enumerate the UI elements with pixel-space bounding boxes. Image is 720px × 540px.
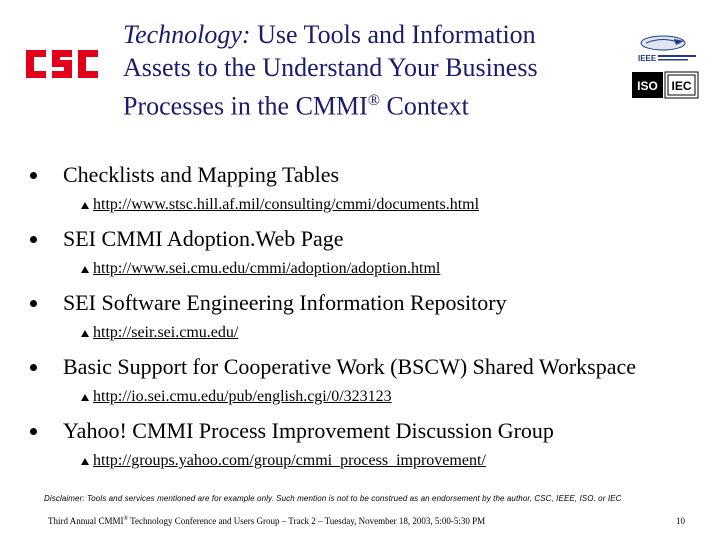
resource-link[interactable]: http://io.sei.cmu.edu/pub/english.cgi/0/323123 (93, 388, 392, 405)
resource-link[interactable]: http://www.stsc.hill.af.mil/consulting/cmmi/documents.html (93, 196, 480, 213)
sub-bullet-icon (81, 394, 89, 401)
ieee-logo (630, 34, 700, 102)
sub-bullet-icon (81, 266, 89, 273)
title-line-1 (123, 18, 603, 51)
bullet-icon (30, 172, 37, 179)
sub-bullet-icon (81, 330, 89, 337)
page-number: 10 (676, 516, 685, 526)
footer (48, 516, 485, 526)
resource-link[interactable]: http://seir.sei.cmu.edu/ (93, 324, 239, 341)
footer-registered-mark: ® (123, 516, 129, 522)
sub-bullet-icon (81, 458, 89, 465)
csc-logo (24, 44, 100, 84)
csc-logo-text: CSC (62, 68, 64, 69)
bullet-icon (30, 300, 37, 307)
footer-pre: Third Annual CMMI (48, 516, 124, 526)
resource-link[interactable]: http://groups.yahoo.com/group/cmmi_process_improvement/ (93, 452, 486, 469)
sub-bullet-icon (81, 202, 89, 209)
footer-post: Technology Conference and Users Group – Track 2 – Tuesday, November 18, 2003, 5:00-5:30 PM (128, 516, 486, 526)
item-label: Yahoo! CMMI Process Improvement Discussion Group (63, 418, 554, 443)
partner-logos (630, 34, 700, 102)
ieee-text: IEEE (638, 54, 657, 63)
disclaimer: Disclaimer: Tools and services mentioned are for example only. Such mention is not to be construed as an endorsement by the author, CSC, IEEE, ISO. or IEC (44, 494, 622, 503)
item-label: SEI Software Engineering Information Repository (63, 290, 507, 315)
item-label: Basic Support for Cooperative Work (BSCW) Shared Workspace (63, 354, 637, 379)
bullet-icon (30, 428, 37, 435)
title-line3-pre: Processes in the CMMI (123, 91, 368, 121)
iso-logo: ISO (637, 79, 658, 93)
iec-logo: IEC (671, 79, 692, 93)
title-line-2: Assets to the Understand Your Business (123, 53, 538, 82)
page-title (123, 18, 603, 123)
title-line-3 (123, 84, 603, 123)
title-line3-post: Context (379, 91, 469, 121)
resource-link[interactable]: http://www.sei.cmu.edu/cmmi/adoption/adoption.html (93, 260, 441, 277)
title-emphasis: Technology: (123, 20, 251, 49)
registered-mark: ® (367, 92, 380, 109)
item-label: SEI CMMI Adoption.Web Page (63, 226, 344, 251)
bullet-icon (30, 364, 37, 371)
title-line1-rest: Use Tools and Information (250, 20, 536, 49)
bullet-icon (30, 236, 37, 243)
item-label: Checklists and Mapping Tables (63, 162, 340, 187)
